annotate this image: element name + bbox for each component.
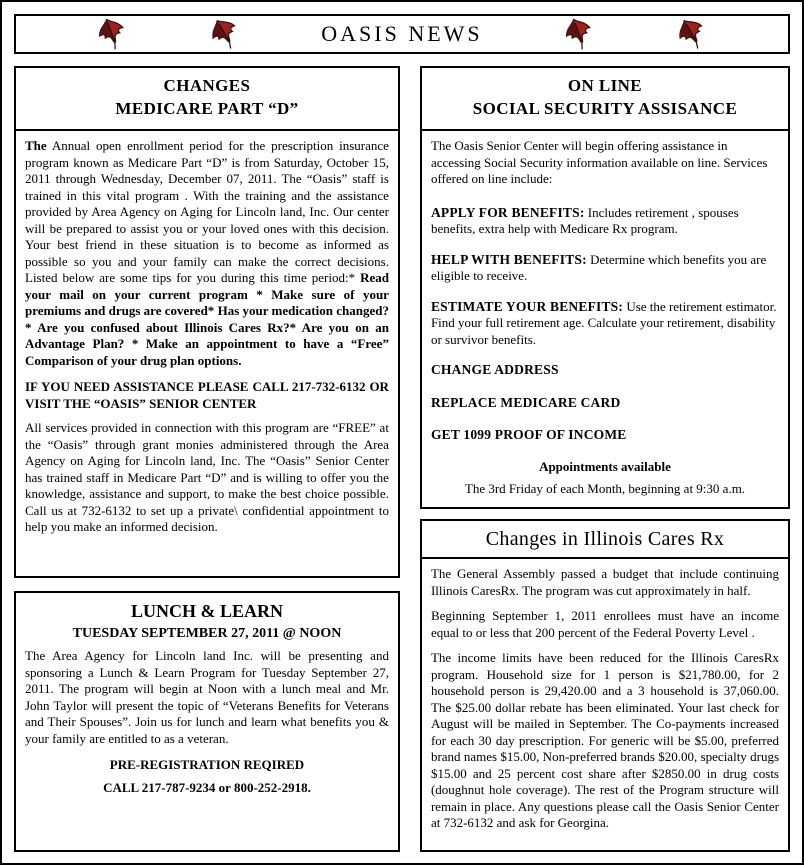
page-title: OASIS NEWS [321,21,483,46]
service-item [431,251,779,285]
service-item [431,361,779,379]
right-column [420,66,790,852]
left-column [14,66,400,852]
service-label: APPLY FOR BENEFITS: [430,204,585,220]
medicare-intro-lead: The [25,138,47,153]
masthead [14,14,790,54]
lunch-body [16,644,398,796]
cares-rx-paragraph-3: The income limits have been reduced for the Illinois CaresRx program. Household size for 1 person is $21,780.00, for 2 household person is 29,420.00 and a 3 household is 37,060.00. The $25.00 dollar rebate has been eliminated. Your last check for August will be mailed in September. The Co-payments increased for each 30 day prescription. For generic will be $5.00, preferred brand names $15.00, Non-preferred brands $20.00, specialty drugs $15.00 and 25 percent cost share after $2850.00 in drug costs (doughnut hole coverage). The rest of the Program structure will remain in place. Any questions please call the Oasis Senior Center at 732-6132 and ask for Georgina. [430,650,779,830]
article-social-security-online [420,66,790,509]
service-label: CHANGE ADDRESS [430,362,559,377]
article-illinois-cares-rx [420,519,790,852]
cares-rx-paragraph-1: The General Assembly passed a budget that include continuing Illinois CaresRx. The program was cut approximately in half. [430,566,779,598]
service-text: Determine which benefits you are eligible to receive. [430,251,767,283]
lunch-subtitle: TUESDAY SEPTEMBER 27, 2011 @ NOON [72,626,342,641]
social-security-intro: The Oasis Senior Center will begin offering assistance in accessing Social Security information available on line. Services offered on line include: [430,138,768,186]
service-label: ESTIMATE YOUR BENEFITS: [430,298,624,314]
social-security-header [422,68,788,131]
social-security-kicker: ON LINE [567,76,643,95]
service-item [431,204,779,238]
medicare-tips-bold: Read your mail on your current program * Make sure of your premiums and drugs are covered* Has your medication changed? * Are you confused about Illinois Cares Rx?* Are you on an Advantage Plan? * Make an appointment to have a “Free” Comparison of your drug plan options. [25,270,389,368]
lunch-preregistration: PRE-REGISTRATION REQIRED [109,757,305,772]
medicare-intro-body: Annual open enrollment period for the prescription insurance program known as Medicare Part “D” is from Saturday, October 15, 2011 through Wednesday, December 07, 2011. The “Oasis” staff is trained in this vital program . With the training and the assistance provided by Area Agency on Aging for Lincoln land, Inc. Our center will be prepared to assist you or your loved ones with this decision. Your best friend in these situation is to become as informed as possible so you and your family can make the correct decisions. Listed below are some tips for you during this time period:* [25,138,389,285]
article-lunch-and-learn [14,591,400,852]
medicare-closing-paragraph: All services provided in connection with this program are “FREE” at the “Oasis” through grant monies administered through the Area Agency on Aging for Lincoln land, Inc. The “Oasis” Senior Center has trained staff in Medicare Part “D” and is willing to offer you the knowledge, assistance and support, to make the best choice possible. Call us at 732-6132 to set up a private\ confidential appointment to help you make an informed decision. [25,420,389,534]
medicare-body [16,131,398,536]
cares-rx-paragraph-2: Beginning September 1, 2011 enrollees must have an income equal to or less that 200 percent of the Federal Poverty Level . [430,608,779,640]
medicare-title: MEDICARE PART “D” [115,99,299,118]
content-columns [14,66,790,852]
appointments-heading: Appointments available [539,458,671,474]
lunch-paragraph: The Area Agency for Lincoln land Inc. will be presenting and sponsoring a Lunch & Learn Program for Tuesday September 27, 2011. The program will begin at Noon with a lunch meal and Mr. John Taylor will present the topic of “Veterans Benefits for Veterans and Their Spouses”. Join us for lunch and learn what benefits you & your family are entitled to as a veteran. [25,648,389,746]
lunch-phone: CALL 217-787-9234 or 800-252-2918. [103,779,311,795]
service-text: Use the retirement estimator. Find your full retirement age. Calculate your retirement, disability or survivor benefits. [430,298,777,347]
cares-rx-body [422,559,788,832]
medicare-assistance-notice: IF YOU NEED ASSISTANCE PLEASE CALL 217-732-6132 OR VISIT THE “OASIS” SENIOR CENTER [25,379,389,411]
service-item [431,426,779,444]
leaf-icon [563,17,595,51]
social-security-title: SOCIAL SECURITY ASSISANCE [472,99,738,118]
medicare-kicker: CHANGES [163,76,251,95]
service-item [431,394,779,412]
lunch-header [16,601,398,642]
leaf-icon [209,17,241,51]
service-item [431,298,779,349]
leaf-icon [96,17,128,51]
medicare-header [16,68,398,131]
service-label: HELP WITH BENEFITS: [430,251,587,267]
lunch-title: LUNCH & LEARN [130,601,283,621]
social-security-body [422,131,788,498]
service-label: REPLACE MEDICARE CARD [430,394,621,410]
appointments-schedule: The 3rd Friday of each Month, beginning at 9:30 a.m. [464,481,746,496]
service-text: Includes retirement , spouses benefits, extra help with Medicare Rx program. [430,204,739,236]
medicare-intro-paragraph [25,138,389,369]
service-label: GET 1099 PROOF OF INCOME [430,427,627,442]
article-medicare-part-d [14,66,400,578]
cares-rx-title: Changes in Illinois Cares Rx [485,528,725,550]
leaf-icon [676,17,708,51]
cares-rx-header [422,521,788,559]
